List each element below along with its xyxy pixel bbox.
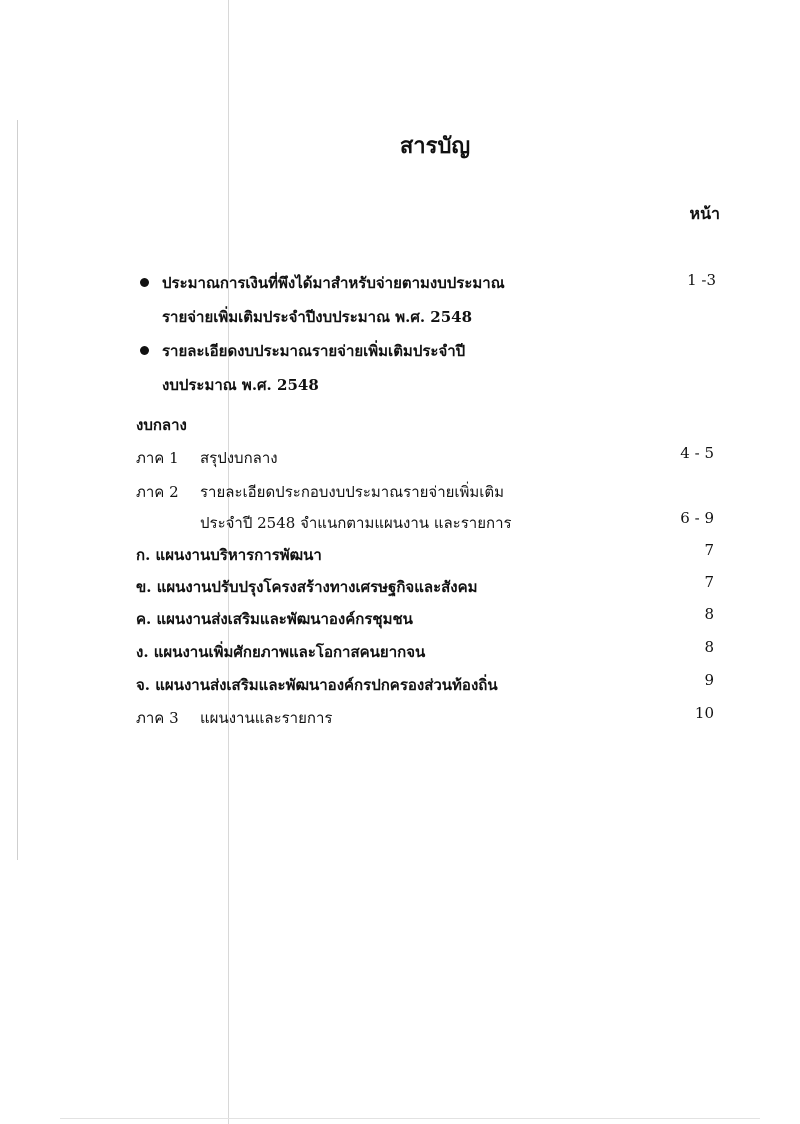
plan-entry: ข. แผนงานปรับปรุงโครงสร้างทางเศรษฐกิจและสังคม (136, 578, 478, 596)
part-label: ภาค 2 (136, 483, 179, 501)
plan-entry: ค. แผนงานส่งเสริมและพัฒนาองค์กรชุมชน (136, 610, 413, 628)
toc-entry-line: รายจ่ายเพิ่มเติมประจำปีงบประมาณ พ.ศ. 2548 (162, 308, 473, 326)
scan-edge-line (17, 120, 18, 860)
bullet-icon (140, 346, 149, 355)
toc-entry-line: รายละเอียดงบประมาณรายจ่ายเพิ่มเติมประจำปี (162, 342, 466, 360)
page-title: สารบัญ (399, 133, 471, 159)
toc-page-number: 7 (704, 573, 714, 591)
toc-entry-line: ประมาณการเงินที่พึงได้มาสำหรับจ่ายตามงบประมาณ (162, 274, 505, 292)
toc-entry-line: งบประมาณ พ.ศ. 2548 (162, 376, 319, 394)
bullet-icon (140, 278, 149, 287)
part-label: ภาค 3 (136, 709, 179, 727)
plan-entry: ก. แผนงานบริหารการพัฒนา (136, 546, 322, 564)
toc-page-number: 8 (704, 605, 714, 623)
toc-page-number: 8 (704, 638, 714, 656)
part-title: รายละเอียดประกอบงบประมาณรายจ่ายเพิ่มเติม (200, 483, 505, 501)
plan-entry: ง. แผนงานเพิ่มศักยภาพและโอกาสคนยากจน (136, 643, 426, 661)
part-title-continued: ประจำปี 2548 จำแนกตามแผนงาน และรายการ (200, 514, 512, 532)
section-heading: งบกลาง (136, 416, 187, 434)
part-title: แผนงานและรายการ (200, 709, 333, 727)
part-label: ภาค 1 (136, 449, 179, 467)
toc-page-number: 6 - 9 (680, 509, 714, 527)
part-title: สรุปงบกลาง (200, 449, 278, 467)
scan-bottom-line (60, 1118, 760, 1119)
toc-page-number: 9 (704, 671, 714, 689)
page-column-header: หน้า (689, 204, 720, 223)
plan-entry: จ. แผนงานส่งเสริมและพัฒนาองค์กรปกครองส่วนท้องถิ่น (136, 676, 498, 694)
toc-page-number: 10 (694, 704, 714, 722)
toc-page-number: 7 (704, 541, 714, 559)
toc-page-number: 1 -3 (687, 271, 716, 289)
toc-page-number: 4 - 5 (680, 444, 714, 462)
